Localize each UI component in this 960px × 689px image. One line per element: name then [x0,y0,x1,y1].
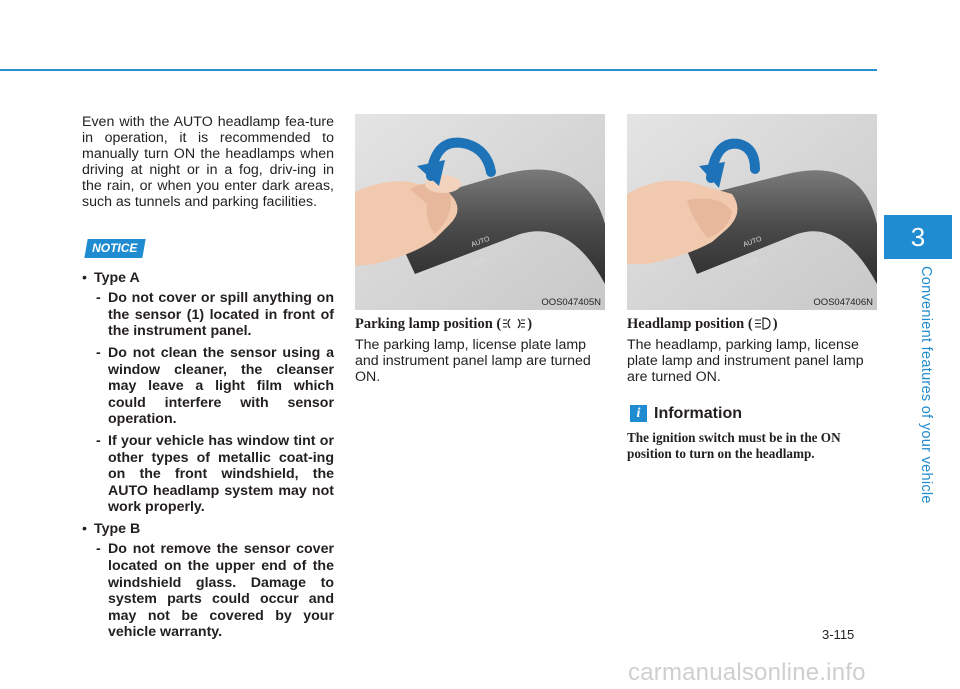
chapter-title: Convenient features of your vehicle [918,266,934,504]
type-a-label: Type A [94,269,140,286]
list-item: - Do not remove the sensor cover located on the upper end of the windshield glass. Damage to system parts could occur and may not be covered by your vehicle warranty. [82,541,334,641]
stalk-off-label: OFF [471,256,487,268]
type-a-item [82,270,334,516]
parking-lamp-icon [502,316,526,336]
list-item: - Do not cover or spill anything on the sensor (1) located in front of the instrument panel. [82,290,334,340]
type-list [82,270,334,641]
left-column [82,114,334,646]
list-item: - If your vehicle has window tint or other types of metallic coat-ing on the front windshield, the AUTO headlamp system may not work properly. [82,433,334,516]
headlamp-body: The headlamp, parking lamp, license plate lamp and instrument panel lamp are turned ON. [627,337,864,386]
parking-lamp-body: The parking lamp, license plate lamp and instrument panel lamp are turned ON. [355,337,591,386]
notice-badge [84,239,146,258]
stalk-auto-label: AUTO [742,235,763,249]
chapter-number: 3 [910,222,926,252]
figure-headlamp [627,114,877,310]
type-b-label: Type B [94,520,141,537]
type-a-sublist [94,290,334,516]
heading-text: Parking lamp position ( [355,316,502,332]
list-item: - Do not clean the sensor using a window cleaner, the cleanser may leave a light film which could interfere with sensor operation. [82,345,334,428]
stalk-auto-label: AUTO [470,235,491,249]
info-text: The ignition switch must be in the ON position to turn on the headlamp. [627,430,841,461]
stalk-illustration-headlamp [627,114,877,310]
headlamp-icon [754,316,772,336]
type-b-sublist [94,541,334,641]
heading-text: ) [772,316,778,332]
heading-text: ) [527,316,533,332]
info-icon: i [630,405,647,422]
info-title: Information [654,405,742,422]
header-rule [0,69,877,71]
page-number: 3-115 [822,627,855,642]
figure-parking-lamp [355,114,605,310]
type-b-item [82,521,334,641]
stalk-off-label: OFF [743,256,759,268]
notice-label: NOTICE [92,240,138,255]
figure-code: OOS047405N [541,297,601,308]
intro-paragraph: Even with the AUTO headlamp fea-ture in operation, it is recommended to manually turn ON the headlamps when driving at night or in a fog, driv-ing in the rain, or when you enter dark areas, such as tunnels and parking facilities. [82,114,334,211]
figure-code: OOS047406N [813,297,873,308]
headlamp-heading [627,316,778,336]
watermark: carmanualsonline.info [628,659,866,686]
stalk-illustration-parking [355,114,605,310]
heading-text: Headlamp position ( [627,316,753,332]
parking-lamp-heading [355,316,532,336]
